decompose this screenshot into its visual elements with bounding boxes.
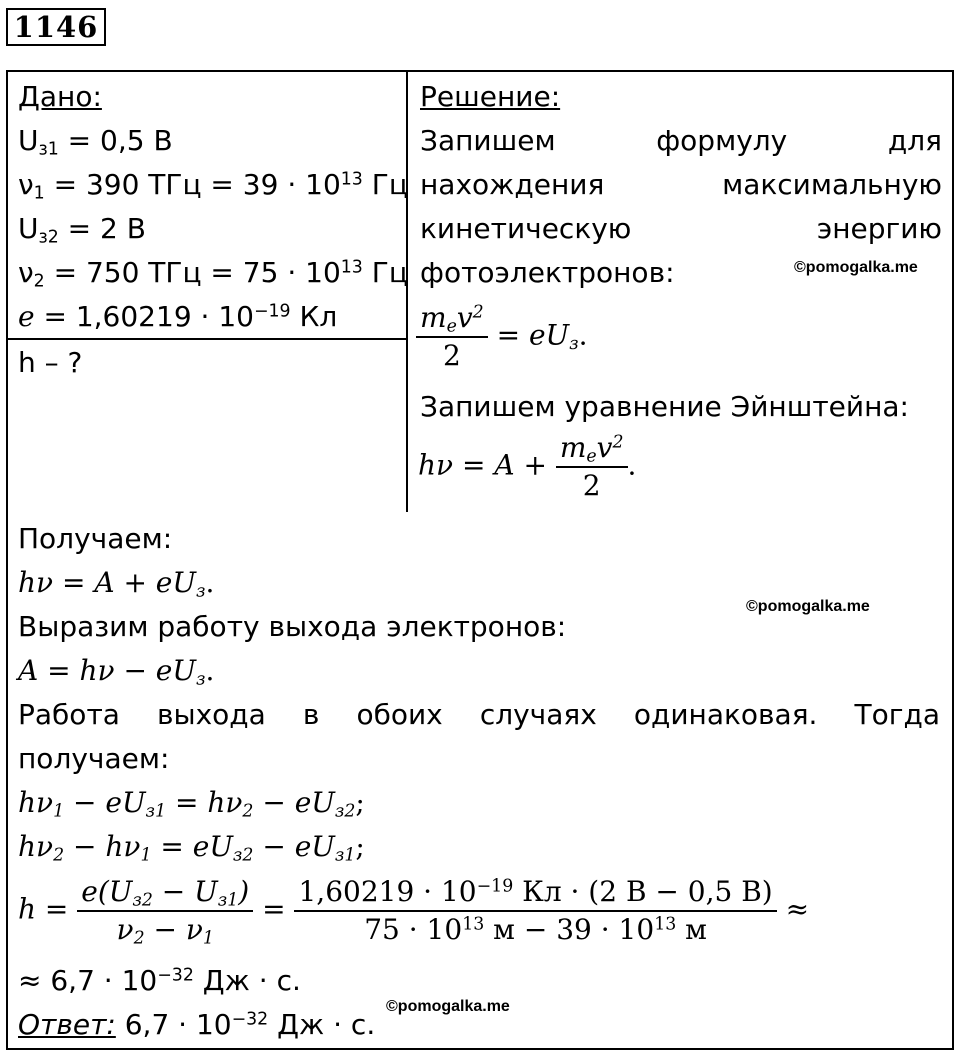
formula-kinetic: $\frac{m_ev^2}{2}$ = $eU_з$. (416, 300, 588, 374)
solution-line-2: нахождения максимальную (420, 168, 942, 201)
solution-line-3: кинетическую энергию (420, 212, 942, 245)
fraction-planck-symbolic: $\frac{e(U_{з2} - U_{з1})}{\nu_2 - \nu_1}$ (77, 874, 253, 948)
column-divider (406, 70, 408, 512)
given-nu2: $\nu_2 = 750$ ТГц = $75 \cdot 10^{13}$ Гц (18, 256, 408, 292)
given-heading: Дано: (18, 80, 102, 113)
solution-line-4: фотоэлектронов: (420, 256, 675, 289)
watermark: ©pomogalka.me (794, 259, 918, 276)
solution-heading: Решение: (420, 80, 561, 113)
given-nu1: $\nu_1 = 390$ ТГц = $39 \cdot 10^{13}$ Гц (18, 168, 408, 204)
fraction-kinetic: $\frac{m_ev^2}{2}$ (416, 300, 488, 374)
problem-number: 1146 (6, 8, 106, 46)
find-h: h – ? (18, 346, 83, 379)
given-u2: $U_{з2} = 2$ В (18, 212, 146, 248)
body-line-4: получаем: (18, 742, 170, 775)
answer-line: Ответ: $6,7 \cdot 10^{-32}$ Дж · с. (18, 1008, 376, 1041)
body-line-1: Получаем: (18, 522, 173, 555)
result-line: ≈ $6,7 \cdot 10^{-32}$ Дж · с. (18, 964, 301, 997)
given-u1: $U_{з1} = 0,5$ В (18, 124, 173, 160)
solution-line-5: Запишем уравнение Эйнштейна: (420, 390, 909, 423)
formula-planck: h = $\frac{e(U_{з2} - U_{з1})}{\nu_2 - \nu_1}$ = $\frac{1,60219 \cdot 10^{-19} Кл \cdot (2 В - 0,5 В)}{75 \cdot 10^{13} м - 39 \cdot 10^{13} м}$ ≈ (18, 875, 810, 949)
formula-equality-1: $h\nu_1 - eU_{з1} = h\nu_2 - eU_{з2}$; (18, 786, 365, 822)
formula-energy: $h\nu = A + eU_з$. (18, 566, 215, 602)
body-line-2: Выразим работу выхода электронов: (18, 610, 567, 643)
given-find-divider (6, 338, 408, 340)
body-line-3: Работа выхода в обоих случаях одинаковая. Тогда (18, 698, 940, 731)
watermark: ©pomogalka.me (746, 598, 870, 615)
fraction-einstein: $\frac{m_ev^2}{2}$ (556, 430, 628, 504)
fraction-planck-numeric: $\frac{1,60219 \cdot 10^{-19} Кл \cdot (2 В - 0,5 В)}{75 \cdot 10^{13} м - 39 \cdot 10^{13} м}$ (294, 874, 776, 948)
watermark: ©pomogalka.me (386, 998, 510, 1015)
formula-einstein: hν = A + $\frac{m_ev^2}{2}$ . (418, 431, 637, 502)
answer-label: Ответ: (18, 1008, 116, 1041)
given-e: $e = 1,60219 \cdot 10^{-19}$ Кл (18, 300, 338, 333)
solution-line-1: Запишем формулу для (420, 124, 942, 157)
formula-work: $A = h\nu - eU_з$. (18, 654, 215, 690)
formula-equality-2: $h\nu_2 - h\nu_1 = eU_{з2} - eU_{з1}$; (18, 830, 365, 866)
